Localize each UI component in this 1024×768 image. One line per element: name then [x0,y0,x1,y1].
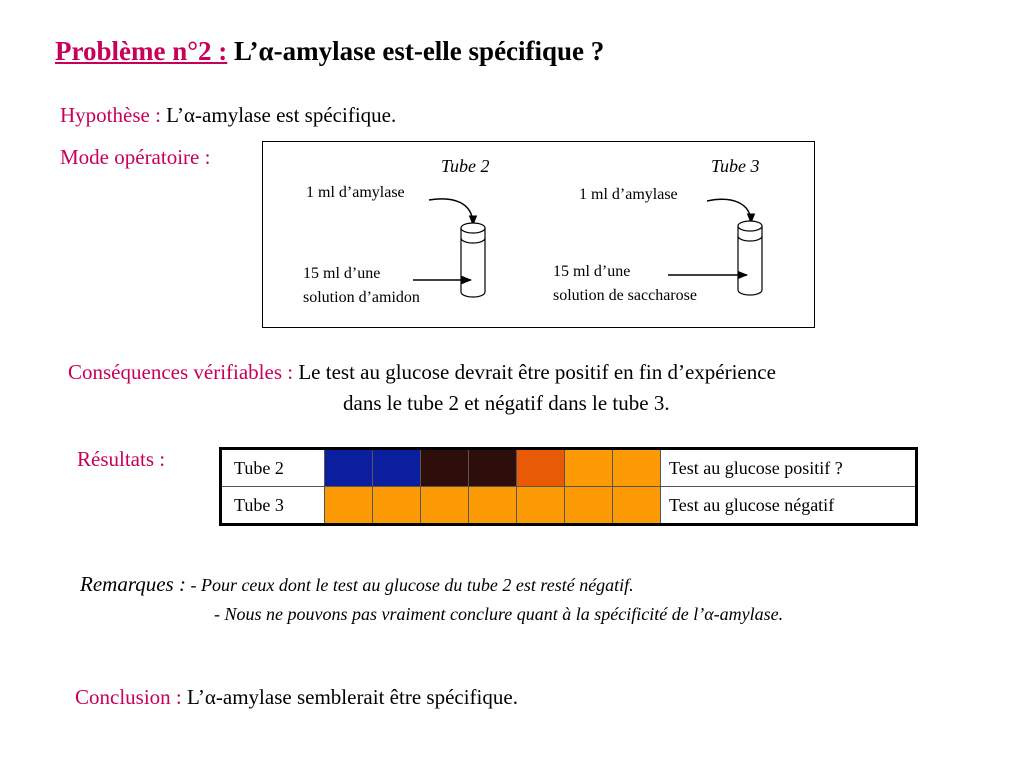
consequences-line2: dans le tube 2 et négatif dans le tube 3. [343,391,670,415]
problem-question: L’α-amylase est-elle spécifique ? [234,36,605,66]
tube3-substrate-line2: solution de saccharose [553,287,697,304]
hypothesis [60,103,396,128]
tube-label: Tube 2 [221,449,325,487]
hypothesis-text: L’α-amylase est spécifique. [166,103,397,127]
color-cell [517,449,565,487]
tube2-substrate-line1: 15 ml d’une [303,265,381,282]
page-title [55,36,604,67]
tube3-reagent: 1 ml d’amylase [579,186,678,203]
tube2-reagent-arrow [429,199,473,225]
color-cell [469,449,517,487]
tube3-substrate-line1: 15 ml d’une [553,263,631,280]
results-table [219,447,918,526]
tube3-reagent-arrow [707,199,751,223]
color-cell [565,449,613,487]
color-cell [325,449,373,487]
remarks-line2: - Nous ne pouvons pas vraiment conclure quant à la spécificité de l’α-amylase. [214,604,784,624]
color-cell [325,487,373,525]
tube3-title: Tube 3 [711,156,760,176]
consequences [68,357,776,419]
color-cell [613,449,661,487]
remarks-line1: - Pour ceux dont le test au glucose du tube 2 est resté négatif. [190,575,634,595]
conclusion-label: Conclusion : [75,685,182,709]
tube-label: Tube 3 [221,487,325,525]
table-row [221,487,917,525]
result-text: Test au glucose positif ? [661,449,917,487]
problem-number: Problème n°2 : [55,36,228,66]
remarks-label: Remarques : [80,572,186,596]
tube2-icon [461,223,485,297]
consequences-line1: Le test au glucose devrait être positif en fin d’expérience [298,360,776,384]
color-cell [613,487,661,525]
result-text: Test au glucose négatif [661,487,917,525]
color-cell [517,487,565,525]
tube3-icon [738,221,762,295]
hypothesis-label: Hypothèse : [60,103,161,127]
color-cell [469,487,517,525]
conclusion [75,685,518,710]
color-cell [421,487,469,525]
consequences-label: Conséquences vérifiables : [68,360,294,384]
results-label: Résultats : [77,447,166,471]
tube2-title: Tube 2 [441,156,490,176]
color-cell [421,449,469,487]
conclusion-text: L’α-amylase semblerait être spécifique. [187,685,518,709]
color-cell [373,487,421,525]
tube2-reagent: 1 ml d’amylase [306,184,405,201]
protocol-diagram [262,141,815,328]
color-cell [565,487,613,525]
tube2-substrate-line2: solution d’amidon [303,289,420,306]
remarks [80,570,783,629]
protocol-label: Mode opératoire : [60,145,211,169]
color-cell [373,449,421,487]
table-row [221,449,917,487]
